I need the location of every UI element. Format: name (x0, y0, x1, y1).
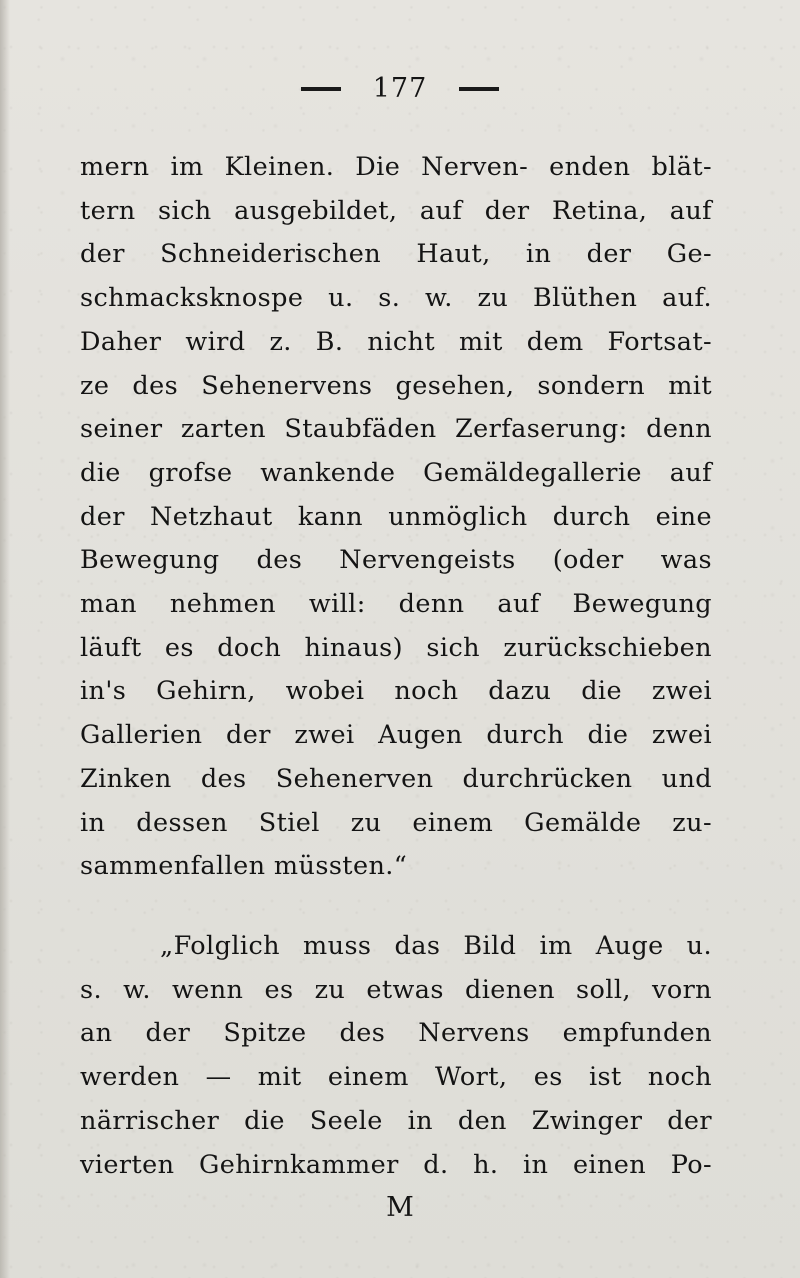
text-line: vierten Gehirnkammer d. h. in einen Po- (80, 1149, 712, 1180)
text-line: in dessen Stiel zu einem Gemälde zu- (80, 807, 712, 838)
text-line: die grofse wankende Gemäldegallerie auf (80, 457, 712, 488)
page-edge-shadow (0, 0, 10, 1278)
paragraph-1 (80, 146, 712, 889)
text-line: mern im Kleinen. Die Nerven- enden blät- (80, 152, 712, 182)
text-line: Daher wird z. B. nicht mit dem Fortsat- (80, 326, 712, 357)
header-dash-left (301, 87, 341, 91)
text-line: Zinken des Sehenerven durchrücken und (80, 763, 712, 794)
text-line: der Schneiderischen Haut, in der Ge- (80, 239, 712, 270)
text-line: werden — mit einem Wort, es ist noch (80, 1062, 712, 1093)
signature-mark: M (386, 1192, 414, 1223)
text-line: sammenfallen müssten.“ (80, 851, 408, 882)
text-line: tern sich ausgebildet, auf der Retina, auf (80, 195, 712, 226)
text-line: in's Gehirn, wobei noch dazu die zwei (80, 676, 712, 707)
text-line: läuft es doch hinaus) sich zurückschieben (80, 632, 712, 663)
text-line: „Folglich muss das Bild im Auge u. (160, 931, 712, 961)
page-header (0, 70, 800, 107)
header-dash-right (459, 87, 499, 91)
text-line: an der Spitze des Nervens empfunden (80, 1018, 712, 1049)
page-number: 177 (372, 72, 428, 104)
text-line: man nehmen will: denn auf Bewegung (80, 589, 712, 620)
text-line: seiner zarten Staubfäden Zerfaserung: denn (80, 414, 712, 445)
text-line: schmacksknospe u. s. w. zu Blüthen auf. (80, 283, 712, 314)
paragraph-2 (80, 925, 712, 1187)
text-line: Gallerien der zwei Augen durch die zwei (80, 720, 712, 751)
text-line: ze des Sehenervens gesehen, sondern mit (80, 370, 712, 401)
text-line: närrischer die Seele in den Zwinger der (80, 1105, 712, 1136)
text-line: s. w. wenn es zu etwas dienen soll, vorn (80, 974, 712, 1005)
text-line: der Netzhaut kann unmöglich durch eine (80, 501, 712, 532)
text-line: Bewegung des Nervengeists (oder was (80, 545, 712, 576)
